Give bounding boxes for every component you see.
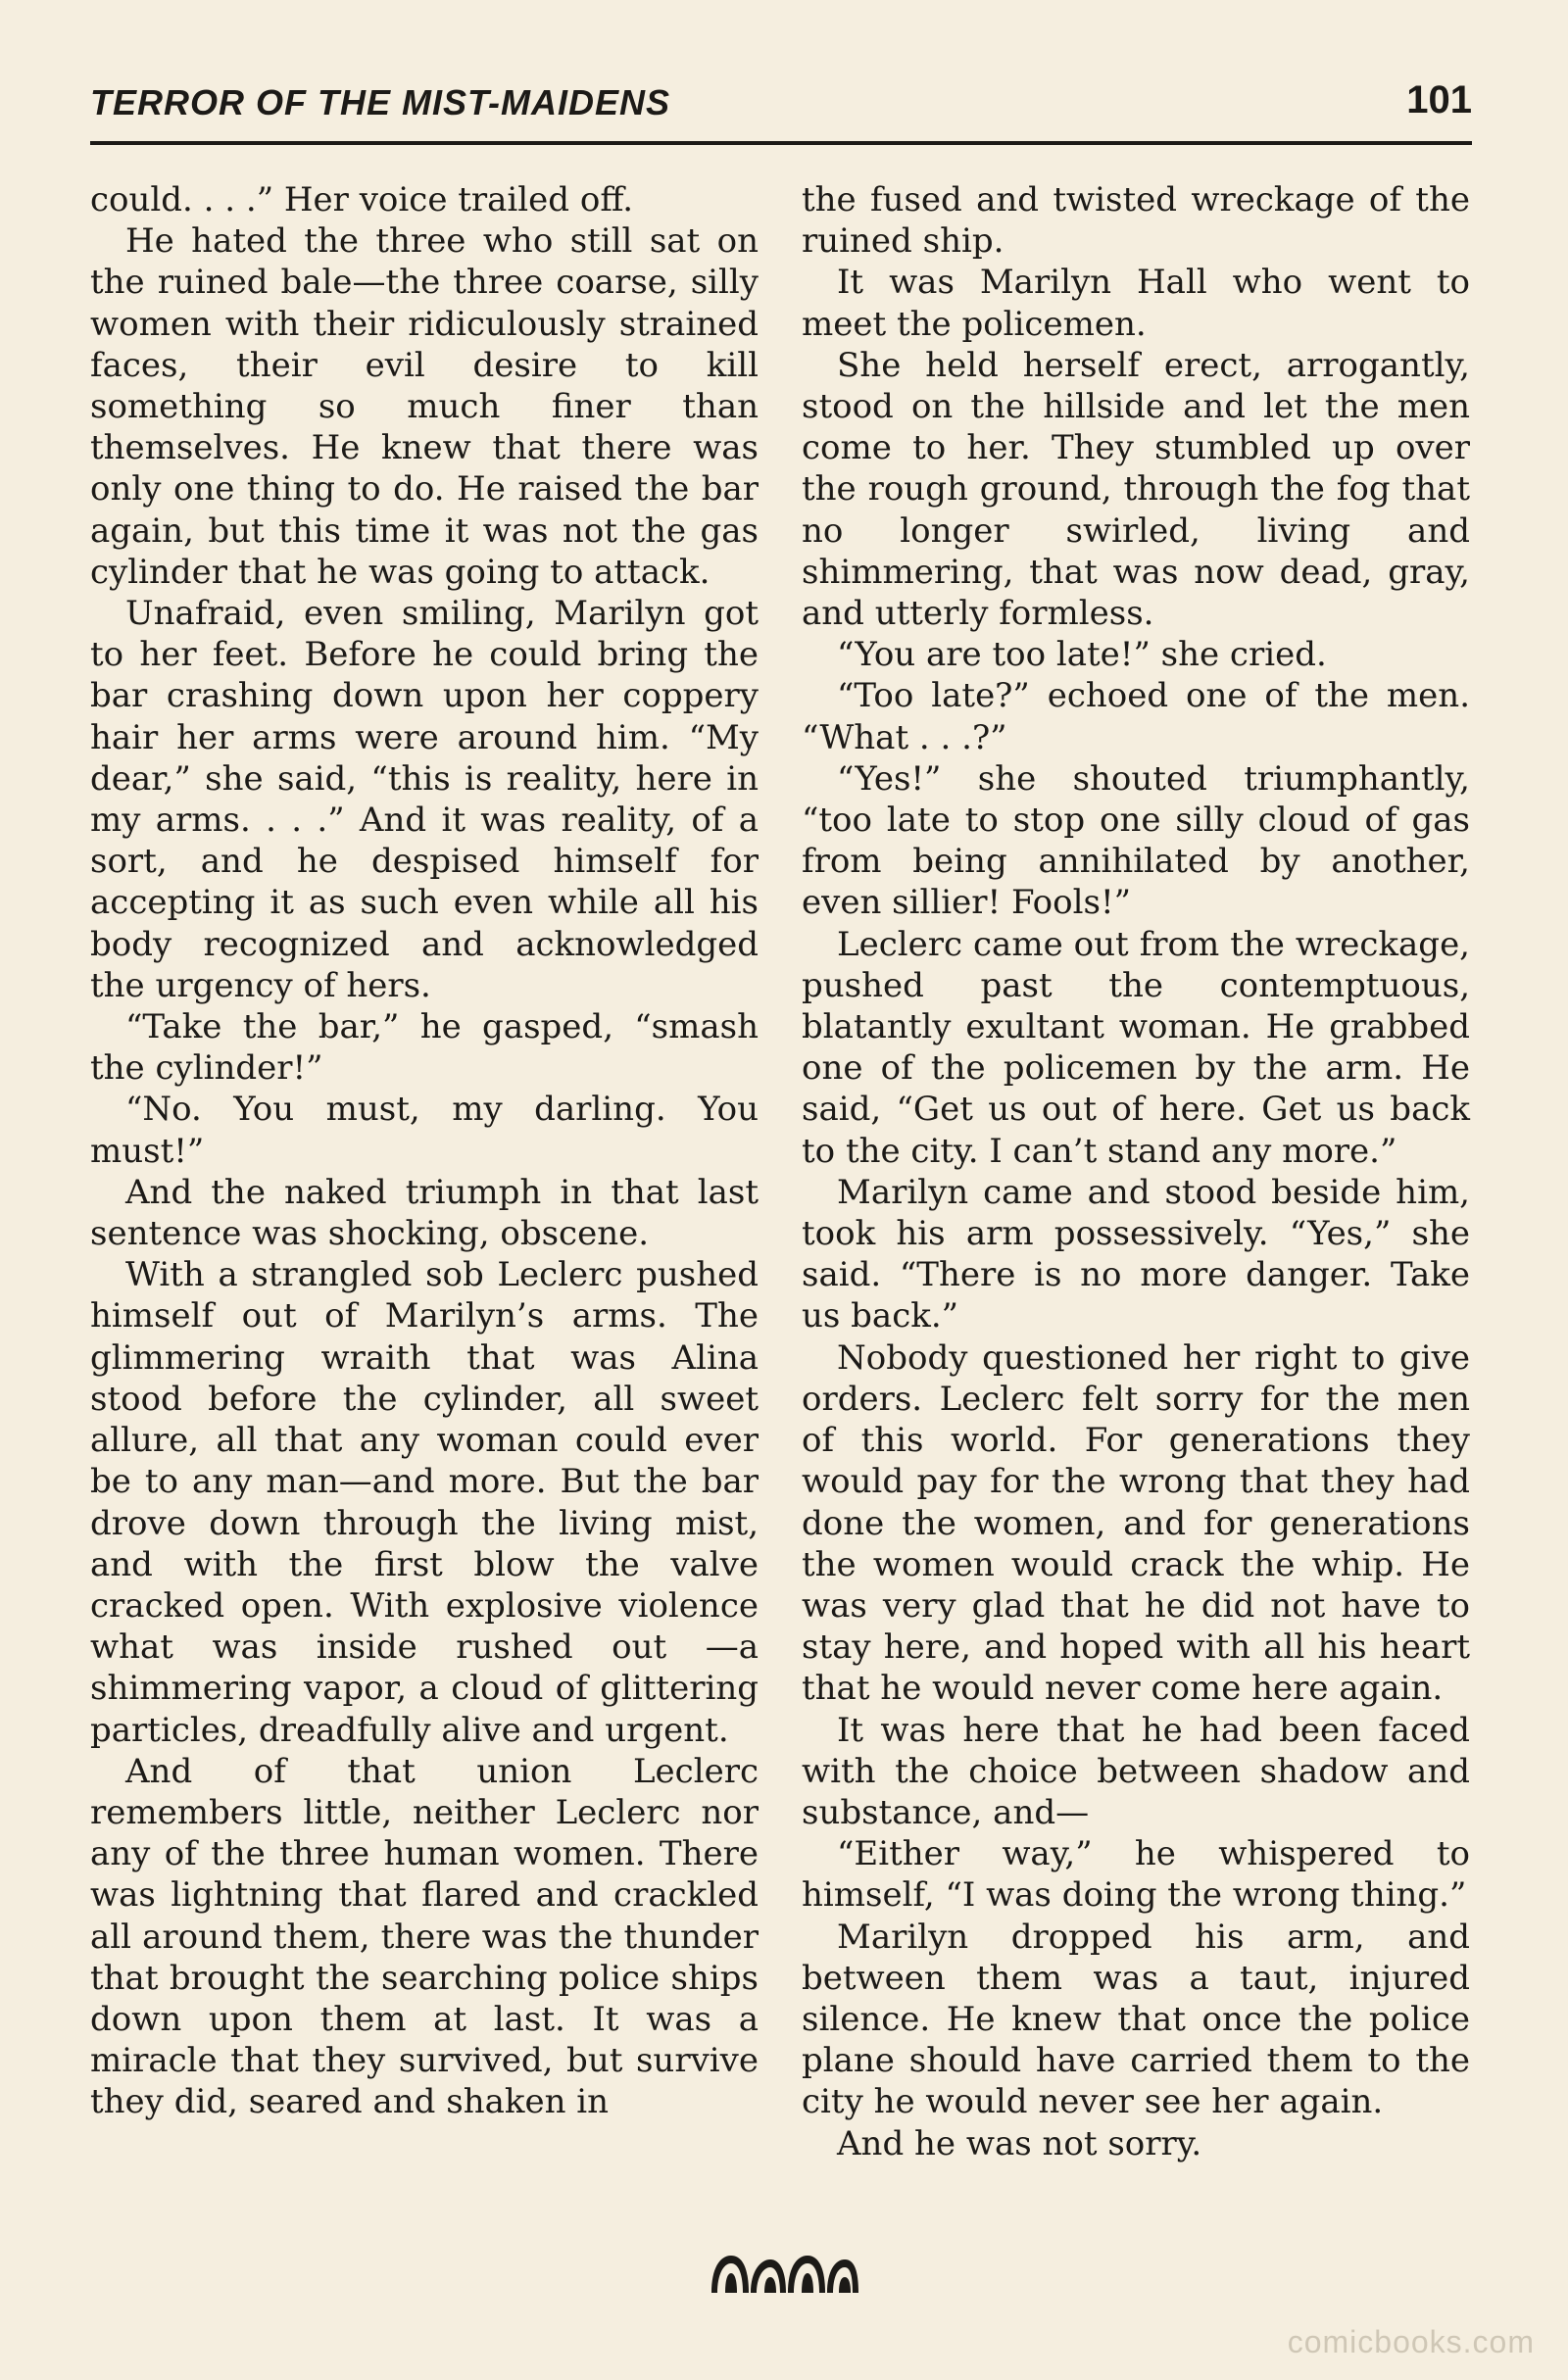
paragraph: Marilyn dropped his arm, and between them was a taut, injured silence. He knew that once the police plane should have carried them to the city he would never see her again. — [802, 1917, 1470, 2122]
page-number: 101 — [1406, 78, 1472, 121]
paragraph: “Take the bar,” he gasped, “smash the cylinder!” — [90, 1007, 759, 1089]
paragraph: Leclerc came out from the wreckage, pushed past the contemptuous, blatantly exultant woman. He grabbed one of the policemen by the arm. He said, “Get us out of here. Get us back to the city. I can’t stand any more.” — [802, 924, 1470, 1171]
paragraph: With a strangled sob Leclerc pushed himself out of Marilyn’s arms. The glimmering wraith that was Alina stood before the cylinder, all sweet allure, all that any woman could ever be to any man—and more. But the bar drove down through the living mist, and with the first blow the valve cracked open. With explosive violence what was inside rushed out —a shimmering vapor, a cloud of glittering particles, dreadfully alive and urgent. — [90, 1255, 759, 1750]
paragraph: the fused and twisted wreckage of the ruined ship. — [802, 180, 1470, 262]
paragraph: And the naked triumph in that last sentence was shocking, obscene. — [90, 1172, 759, 1254]
paragraph: “No. You must, my darling. You must!” — [90, 1090, 759, 1171]
paragraph: “Too late?” echoed one of the men. “What . . .?” — [802, 676, 1470, 757]
paragraph: It was Marilyn Hall who went to meet the policemen. — [802, 263, 1470, 344]
art-nouveau-ornament-icon — [706, 2250, 862, 2295]
paragraph: He hated the three who still sat on the ruined bale—the three coarse, silly women with their ridiculously strained faces, their evil desire to kill something so much finer than themselves. He knew that there was only one thing to do. He raised the bar again, but this time it was not the gas cylinder that he was going to attack. — [90, 221, 759, 592]
paragraph: Nobody questioned her right to give orders. Leclerc felt sorry for the men of this world. For generations they would pay for the wrong that they had done the women, and for generations the women would crack the whip. He was very glad that he did not have to stay here, and hoped with all his heart that he would never come here again. — [802, 1337, 1470, 1709]
paragraph: Marilyn came and stood beside him, took his arm possessively. “Yes,” she said. “There is no more danger. Take us back.” — [802, 1172, 1470, 1336]
right-column — [802, 179, 1470, 2164]
paragraph: could. . . .” Her voice trailed off. — [90, 180, 634, 219]
paragraph: And he was not sorry. — [837, 2123, 1202, 2163]
paragraph: “Yes!” she shouted triumphantly, “too late to stop one silly cloud of gas from being annihilated by another, even sillier! Fools!” — [802, 758, 1470, 923]
watermark: comicbooks.com — [1287, 2324, 1535, 2359]
paragraph: Unafraid, even smiling, Marilyn got to her feet. Before he could bring the bar crashing down upon her coppery hair her arms were around him. “My dear,” she said, “this is reality, here in my arms. . . .” And it was reality, of a sort, and he despised himself for accepting it as such even while all his body recognized and acknowledged the urgency of hers. — [90, 594, 759, 1005]
page-header — [90, 78, 1472, 141]
paragraph: “You are too late!” she cried. — [837, 635, 1327, 675]
header-rule — [90, 141, 1472, 145]
running-title: TERROR OF THE MIST-MAIDENS — [90, 82, 670, 122]
paragraph: And of that union Leclerc remembers little, neither Leclerc nor any of the three human women. There was lightning that flared and crackled all around them, there was the thunder that brought the searching police ships down upon them at last. It was a miracle that they survived, but survive they did, seared and shaken in — [90, 1751, 759, 2122]
paragraph: It was here that he had been faced with the choice between shadow and substance, and— — [802, 1710, 1470, 1832]
left-column — [90, 179, 759, 2123]
paragraph: “Either way,” he whispered to himself, “I was doing the wrong thing.” — [802, 1834, 1470, 1916]
paragraph: She held herself erect, arrogantly, stood on the hillside and let the men come to her. They stumbled up over the rough ground, through the fog that no longer swirled, living and shimmering, that was now dead, gray, and utterly formless. — [802, 345, 1470, 634]
